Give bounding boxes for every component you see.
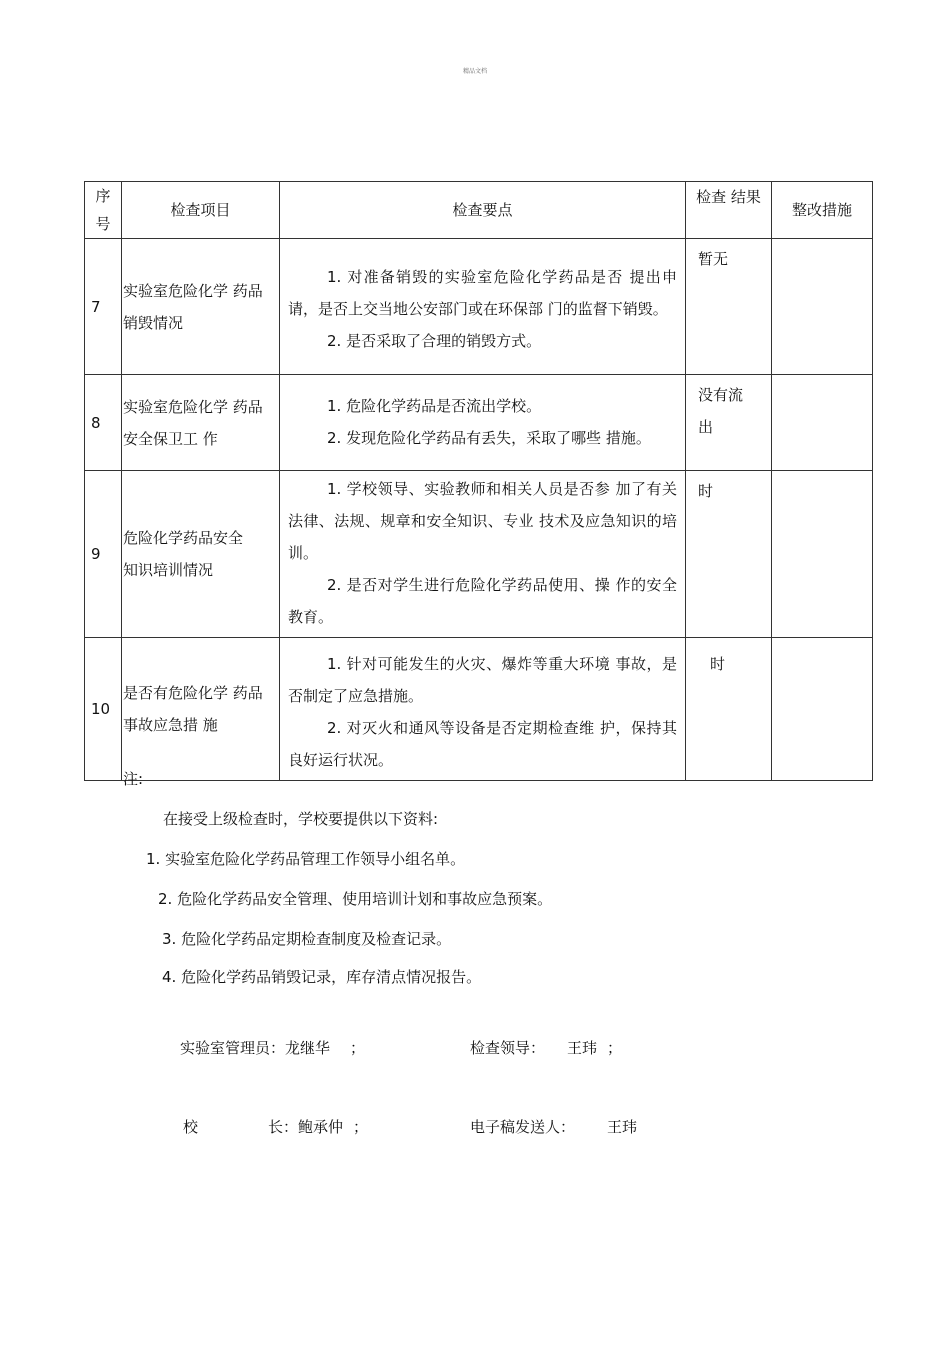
signature-principal (183, 1116, 368, 1137)
row-seq: 8 (85, 375, 122, 471)
row-seq: 10 (85, 638, 122, 781)
row-result: 暂无 (686, 239, 772, 375)
row-measures (772, 638, 873, 781)
lab-manager-label: 实验室管理员： (180, 1039, 286, 1057)
row-points (280, 375, 686, 471)
separator: ； (607, 1039, 623, 1057)
row-points (280, 471, 686, 638)
signature-sender (470, 1116, 637, 1137)
check-point: 2. 对灭火和通风等设备是否定期检查维 护，保持其良好运行状况。 (288, 719, 677, 769)
separator: ； (350, 1039, 366, 1057)
table-row (85, 239, 873, 375)
inspector-label: 检查领导： (470, 1039, 546, 1057)
watermark-text: 精品文档 (462, 68, 487, 75)
signature-lab-manager (180, 1037, 365, 1058)
notes-item: 4. 危险化学药品销毁记录，库存清点情况报告。 (162, 968, 482, 986)
notes-item: 2. 危险化学药品安全管理、使用培训计划和事故应急预案。 (158, 890, 553, 908)
row-points (280, 239, 686, 375)
row-result: 时 (686, 471, 772, 638)
row-measures (772, 375, 873, 471)
notes-item: 1. 实验室危险化学药品管理工作领导小组名单。 (146, 850, 466, 868)
check-point: 2. 发现危险化学药品有丢失，采取了哪些 措施。 (327, 428, 651, 447)
check-point: 1. 针对可能发生的火灾、爆炸等重大环境 事故，是否制定了应急措施。 (288, 655, 677, 705)
header-item: 检查项目 (122, 182, 280, 239)
row-result: 时 (686, 638, 772, 781)
principal-label-part1: 校 (183, 1118, 199, 1136)
inspector-name: 王玮 (567, 1039, 598, 1057)
row-measures (772, 239, 873, 375)
principal-name: 鲍承仲 (298, 1118, 344, 1136)
table-header-row (85, 182, 873, 239)
table-row (85, 471, 873, 638)
row-measures (772, 471, 873, 638)
header-measures: 整改措施 (772, 182, 873, 239)
header-points: 检查要点 (280, 182, 686, 239)
row-points (280, 638, 686, 781)
header-seq: 序号 (85, 182, 122, 239)
header-result: 检查 结果 (686, 182, 772, 239)
row-item: 是否有危险化学 药品事故应急措 施 (122, 638, 280, 781)
row-item: 实验室危险化学 药品安全保卫工 作 (122, 375, 280, 471)
lab-manager-name: 龙继华 (285, 1039, 331, 1057)
table-row (85, 375, 873, 471)
check-point: 1. 对准备销毁的实验室危险化学药品是否 提出申请，是否上交当地公安部门或在环保部 门的监督下销毁。 (288, 267, 677, 318)
row-seq: 9 (85, 471, 122, 638)
check-point: 2. 是否对学生进行危险化学药品使用、操 作的安全教育。 (288, 576, 677, 626)
signature-inspector (470, 1037, 622, 1058)
check-point: 1. 学校领导、实验教师和相关人员是否参 加了有关法律、法规、规章和安全知识、专业 技术及应急知识的培训。 (288, 480, 677, 562)
notes-label: 注: (123, 770, 144, 788)
separator: ； (353, 1118, 369, 1136)
row-item: 危险化学药品安全知识培训情况 (122, 471, 280, 638)
row-result: 没有流出 (686, 375, 772, 471)
notes-intro: 在接受上级检查时，学校要提供以下资料: (163, 810, 439, 828)
notes-item: 3. 危险化学药品定期检查制度及检查记录。 (162, 930, 452, 948)
principal-label-part2: 长： (268, 1118, 299, 1136)
sender-name: 王玮 (607, 1118, 638, 1136)
check-point: 1. 危险化学药品是否流出学校。 (327, 396, 542, 415)
row-seq: 7 (85, 239, 122, 375)
row-item: 实验室危险化学 药品销毁情况 (122, 239, 280, 375)
check-point: 2. 是否采取了合理的销毁方式。 (327, 331, 542, 350)
sender-label: 电子稿发送人： (470, 1118, 576, 1136)
inspection-table (84, 181, 873, 781)
table-row (85, 638, 873, 781)
